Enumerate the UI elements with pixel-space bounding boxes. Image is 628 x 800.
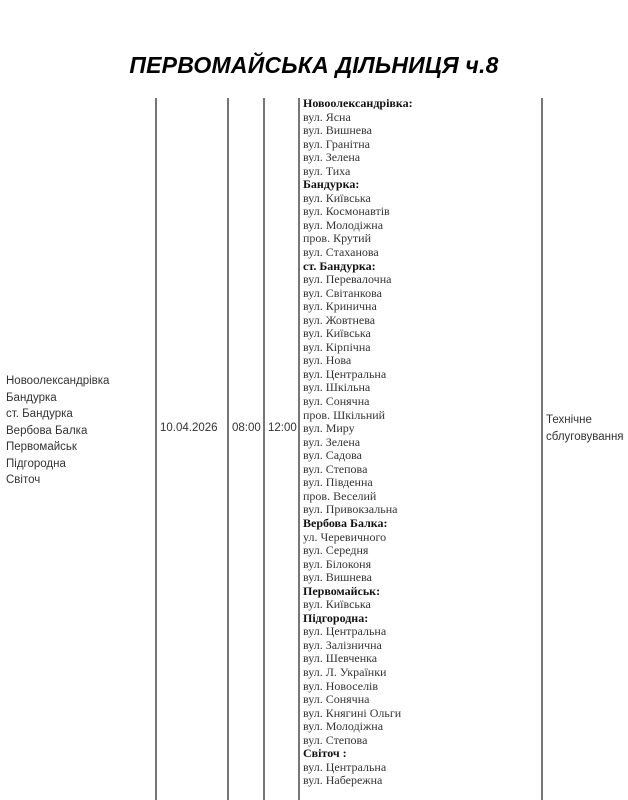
street-item: вул. Садова <box>303 448 362 463</box>
street-item: вул. Стаханова <box>303 245 379 260</box>
street-item: вул. Молодіжна <box>303 217 384 232</box>
street-item: вул. Привокзальна <box>303 502 398 517</box>
street-item: вул. Білоконя <box>303 556 372 571</box>
settlement-header: Первомайськ: <box>303 583 381 598</box>
reason-cell <box>546 412 624 445</box>
street-item: ул. Черевичного <box>303 529 387 544</box>
street-item: вул. Перевалочна <box>303 272 392 287</box>
table-border <box>263 98 265 800</box>
reason-line: сблуговування <box>546 430 624 443</box>
street-item: вул. Центральна <box>303 366 387 381</box>
time-to-cell: 12:00 <box>268 422 297 434</box>
street-item: вул. Сонячна <box>303 394 370 409</box>
street-item: вул. Центральна <box>303 759 387 774</box>
streets-cell <box>303 97 413 788</box>
street-item: вул. Л. Українки <box>303 664 387 679</box>
street-item: пров. Шкільний <box>303 407 386 422</box>
street-item: вул. Шкільна <box>303 380 371 395</box>
street-item: вул. Космонавтів <box>303 204 390 219</box>
street-item: вул. Княгині Ольги <box>303 705 402 720</box>
street-item: вул. Вишнева <box>303 123 372 138</box>
street-item: вул. Зелена <box>303 150 361 165</box>
table-border <box>155 98 157 800</box>
settlement-header: Новоолександрівка: <box>303 96 413 110</box>
street-item: вул. Жовтнева <box>303 312 376 327</box>
page-title: ПЕРВОМАЙСЬКА ДІЛЬНИЦЯ ч.8 <box>129 52 499 78</box>
street-item: вул. Середня <box>303 543 369 558</box>
street-item: пров. Веселий <box>303 488 377 503</box>
street-item: вул. Світанкова <box>303 285 382 300</box>
settlement-header: ст. Бандурка: <box>303 258 376 273</box>
street-item: вул. Новоселів <box>303 678 379 693</box>
table-border <box>227 98 229 800</box>
street-item: вул. Ясна <box>303 109 351 124</box>
street-item: вул. Київська <box>303 326 371 341</box>
street-item: вул. Нова <box>303 353 352 368</box>
settlement-header: Підгородна: <box>303 610 369 625</box>
settlement-name: Первомайськ <box>6 441 77 453</box>
settlement-name: ст. Бандурка <box>6 408 73 420</box>
street-item: вул. Вишнева <box>303 570 372 585</box>
settlement-name: Бандурка <box>6 391 57 404</box>
street-item: вул. Миру <box>303 421 355 436</box>
settlement-name: Новоолександрівка <box>6 375 110 387</box>
street-item: вул. Гранітна <box>303 136 370 151</box>
table-border <box>298 98 300 800</box>
street-item: вул. Степова <box>303 461 368 476</box>
street-item: вул. Київська <box>303 597 371 612</box>
street-item: вул. Сонячна <box>303 692 370 707</box>
street-item: вул. Зелена <box>303 434 361 449</box>
settlement-header: Бандурка: <box>303 177 360 192</box>
street-item: вул. Південна <box>303 475 373 490</box>
date-cell: 10.04.2026 <box>160 422 218 434</box>
settlement-header: Світоч : <box>303 746 347 761</box>
street-item: вул. Кринична <box>303 299 377 314</box>
street-item: вул. Тиха <box>303 163 351 178</box>
street-item: вул. Молодіжна <box>303 719 384 734</box>
time-from-cell: 08:00 <box>232 422 261 434</box>
street-item: пров. Крутий <box>303 231 372 246</box>
street-item: вул. Залізнична <box>303 637 382 652</box>
street-item: вул. Шевченка <box>303 651 378 666</box>
street-item: вул. Центральна <box>303 624 387 639</box>
street-item: вул. Київська <box>303 190 371 205</box>
table-border <box>541 98 543 800</box>
settlement-name: Вербова Балка <box>6 424 88 437</box>
settlements-cell <box>6 373 109 489</box>
settlement-header: Вербова Балка: <box>303 515 388 530</box>
settlement-name: Світоч <box>6 474 41 486</box>
street-item: вул. Кірпічна <box>303 339 371 354</box>
street-item: вул. Набережна <box>303 773 383 788</box>
reason-line: Технічне <box>546 414 592 426</box>
settlement-name: Підгородна <box>6 457 66 470</box>
street-item: вул. Степова <box>303 732 368 747</box>
